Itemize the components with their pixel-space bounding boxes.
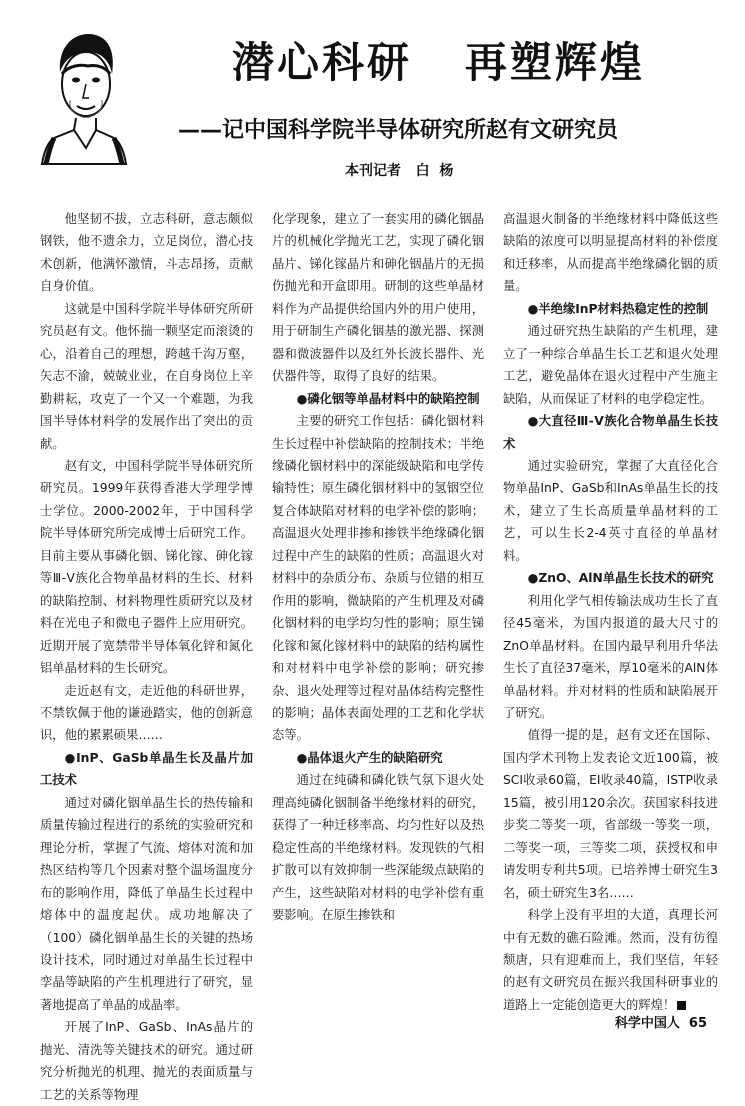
column-3 xyxy=(503,208,718,1016)
paragraph: 这就是中国科学院半导体研究所研究员赵有文。他怀揣一颗坚定而滚烫的心，沿着自己的理想，跨越千沟万壑，矢志不渝，兢兢业业，在自身岗位上辛勤耕耘，攻克了一个又一个难题，为我国半导体材料学的发展作出了突出的贡献。 xyxy=(40,301,253,451)
section-heading-text: 大直径Ⅲ-Ⅴ族化合物单晶生长技术 xyxy=(503,414,718,451)
column-1 xyxy=(40,208,253,1106)
paragraph: 他坚韧不拔，立志科研，意志颇似钢铁，他不遗余力，立足岗位，潜心技术创新，他满怀激情，斗志昂扬，贡献自身价值。 xyxy=(40,212,253,294)
paragraph: 高温退火制备的半绝缘材料中降低这些缺陷的浓度可以明显提高材料的补偿度和迁移率，从而提高半绝缘磷化铟的质量。 xyxy=(503,212,718,294)
paragraph: 开展了InP、GaSb、InAs晶片的抛光、清洗等关键技术的研究。通过研究分析抛光的机理、抛光的表面质量与工艺的关系等物理 xyxy=(40,1020,253,1102)
bullet-icon: ● xyxy=(64,750,77,765)
section-heading-text: InP、GaSb单晶生长及晶片加工技术 xyxy=(40,750,253,788)
section-heading xyxy=(503,410,718,455)
end-mark-icon xyxy=(677,1001,686,1010)
bullet-icon: ● xyxy=(527,301,539,316)
section-heading xyxy=(503,567,718,589)
section-heading xyxy=(272,388,484,410)
paragraph: 主要的研究工作包括：磷化铟材料生长过程中补偿缺陷的控制技术；半绝缘磷化铟材料中的深能级缺陷和电学传输特性；原生磷化铟材料中的氢铟空位复合体缺陷对材料的电学补偿的影响；高温退火处理非掺和掺铁半绝缘磷化铟过程中产生的缺陷的性质；高温退火对材料中的杂质分布、杂质与位错的相互作用的影响，微缺陷的产生机理及对磷化铟材料的电学均匀性的影响；原生锑化镓和氮化镓材料中的缺陷的结构属性和对材料中电学补偿的影响；研究掺杂、退火处理等过程对晶体结构完整性的影响；晶体表面处理的工艺和化学状态等。 xyxy=(272,414,484,743)
paragraph: 利用化学气相传输法成功生长了直径45毫米，为国内报道的最大尺寸的ZnO单晶材料。在国内最早利用升华法生长了直径37毫米，厚10毫米的AlN体单晶材料。并对材料的性质和缺陷展开了研究。 xyxy=(503,593,718,720)
paragraph: 通过实验研究，掌握了大直径化合物单晶InP、GaSb和InAs单晶生长的技术，建立了生长高质量单晶材料的工艺，可以生长2-4英寸直径的单晶材料。 xyxy=(503,458,718,563)
page-footer: 科学中国人 65 xyxy=(614,1016,707,1031)
section-heading-text: 半绝缘InP材料热稳定性的控制 xyxy=(538,301,709,316)
section-heading xyxy=(503,298,718,320)
section-heading-text: 磷化铟等单晶材料中的缺陷控制 xyxy=(307,391,480,406)
bullet-icon: ● xyxy=(296,750,308,765)
section-heading-text: 晶体退火产生的缺陷研究 xyxy=(307,750,443,765)
author-portrait xyxy=(40,26,128,166)
paragraph: 值得一提的是，赵有文还在国际、国内学术刊物上发表论文近100篇，被SCI收录60篇，EI收录40篇，ISTP收录15篇，被引用120余次。获国家科技进步奖二等奖一项，省部级一等奖一项，二等奖一项，三等奖二项，获授权和申请发明专利共5项。已培养博士研究生3名，硕士研究生3名…… xyxy=(503,728,718,900)
paragraph: 赵有文，中国科学院半导体研究所研究员。1999年获得香港大学理学博士学位。2000-2002年，于中国科学院半导体研究所完成博士后研究工作。目前主要从事磷化铟、锑化镓、砷化镓等Ⅲ-Ⅴ族化合物单晶材料的生长、材料的缺陷控制、材料物理性质研究以及材料在光电子和微电子器件上应用研究。近期开展了宽禁带半导体氧化锌和氮化铝单晶材料的生长研究。 xyxy=(40,458,253,676)
paragraph: 通过研究热生缺陷的产生机理，建立了一种综合单晶生长工艺和退火处理工艺，避免晶体在退火过程中产生施主缺陷，从而保证了材料的电学稳定性。 xyxy=(503,324,718,406)
article-subtitle: ——记中国科学院半导体研究所赵有文研究员 xyxy=(178,118,619,143)
article-title: 潜心科研 再塑辉煌 xyxy=(232,38,645,87)
section-heading xyxy=(40,747,253,792)
paragraph: 通过在纯磷和磷化铁气氛下退火处理高纯磷化铟制备半绝缘材料的研究，获得了一种迁移率高、均匀性好以及热稳定性高的半绝缘材料。发现铁的气相扩散可以有效抑制一些深能级点缺陷的产生，这些缺陷对材料的电学补偿有重要影响。在原生掺铁和 xyxy=(272,773,484,923)
closing-paragraph xyxy=(503,904,718,1016)
paragraph: 化学现象，建立了一套实用的磷化铟晶片的机械化学抛光工艺，实现了磷化铟晶片、锑化镓晶片和砷化铟晶片的无损伤抛光和开盒即用。研制的这些单晶材料作为产品提供给国内外的用户使用，用于研制生产磷化铟基的激光器、探测器和微波器件以及红外长波长器件、光伏器件等，取得了良好的结果。 xyxy=(272,212,484,384)
closing-text: 科学上没有平坦的大道，真理长河中有无数的礁石险滩。然而，没有彷徨颓唐，只有迎难而上，我们坚信，年轻的赵有文研究员在振兴我国科研事业的道路上一定能创造更大的辉煌！ xyxy=(503,908,718,1012)
byline: 本刊记者 白 杨 xyxy=(345,163,454,179)
section-heading xyxy=(272,747,484,769)
paragraph: 走近赵有文，走近他的科研世界，不禁钦佩于他的谦逊踏实，他的创新意识，他的累累硕果…… xyxy=(40,683,253,743)
bullet-icon: ● xyxy=(527,414,539,429)
bullet-icon: ● xyxy=(296,391,308,406)
column-2 xyxy=(272,208,484,927)
section-heading-text: ZnO、AlN单晶生长技术的研究 xyxy=(538,571,714,586)
paragraph: 通过对磷化铟单晶生长的热传输和质量传输过程进行的系统的实验研究和理论分析，掌握了气流、熔体对流和加热区结构等几个因素对整个温场温度分布的影响作用，降低了单晶生长过程中熔体中的温度起伏。成功地解决了（100）磷化铟单晶生长的关键的热场设计技术，同时通过对单晶生长过程中孪晶等缺陷的产生机理进行了研究，显著地提高了单晶的成晶率。 xyxy=(40,795,253,1012)
bullet-icon: ● xyxy=(527,571,539,586)
